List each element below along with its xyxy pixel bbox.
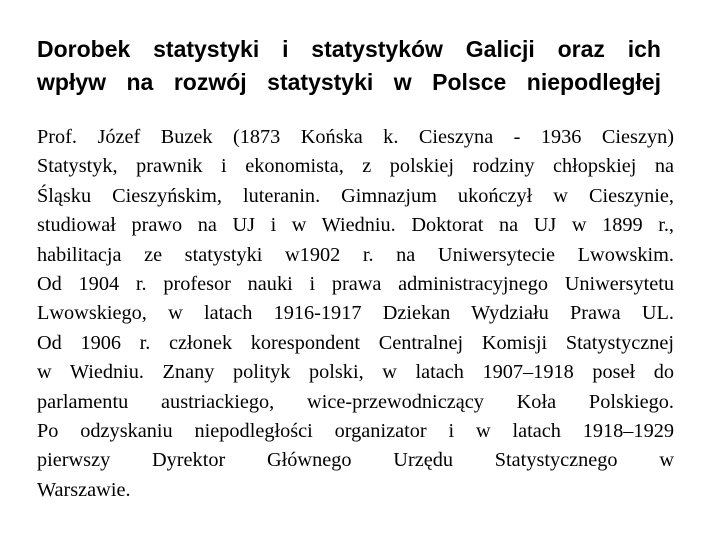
slide-title	[37, 33, 661, 99]
bio-line-8: Od 1906 r. członek korespondent Centralnej Komisji Statystycznej	[37, 331, 674, 354]
bio-line-13: Warszawie.	[37, 478, 131, 501]
bio-line-10: parlamentu austriackiego, wice-przewodniczący Koła Polskiego.	[37, 390, 674, 413]
bio-line-9: w Wiedniu. Znany polityk polski, w latach 1907–1918 poseł do	[37, 361, 674, 384]
title-line-1: Dorobek statystyki i statystyków Galicji oraz ich	[37, 36, 661, 62]
bio-line-5: habilitacja ze statystyki w1902 r. na Uniwersytecie Lwowskim.	[37, 243, 674, 266]
bio-line-2: Statystyk, prawnik i ekonomista, z polskiej rodziny chłopskiej na	[37, 155, 674, 178]
bio-line-3: Śląsku Cieszyńskim, luteranin. Gimnazjum ukończył w Cieszynie,	[37, 184, 674, 207]
bio-line-12: pierwszy Dyrektor Głównego Urzędu Statystycznego w	[37, 449, 674, 472]
bio-line-11: Po odzyskaniu niepodległości organizator i w latach 1918–1929	[37, 420, 674, 443]
bio-line-1: Prof. Józef Buzek (1873 Końska k. Cieszyna - 1936 Cieszyn)	[37, 126, 674, 148]
bio-line-7: Lwowskiego, w latach 1916-1917 Dziekan Wydziału Prawa UL.	[37, 302, 674, 325]
bio-line-6: Od 1904 r. profesor nauki i prawa administracyjnego Uniwersytetu	[37, 273, 674, 296]
bio-line-4: studiował prawo na UJ i w Wiedniu. Doktorat na UJ w 1899 r.,	[37, 214, 674, 237]
title-line-2: wpływ na rozwój statystyki w Polsce niepodległej	[37, 69, 661, 95]
biography-text	[37, 123, 674, 505]
